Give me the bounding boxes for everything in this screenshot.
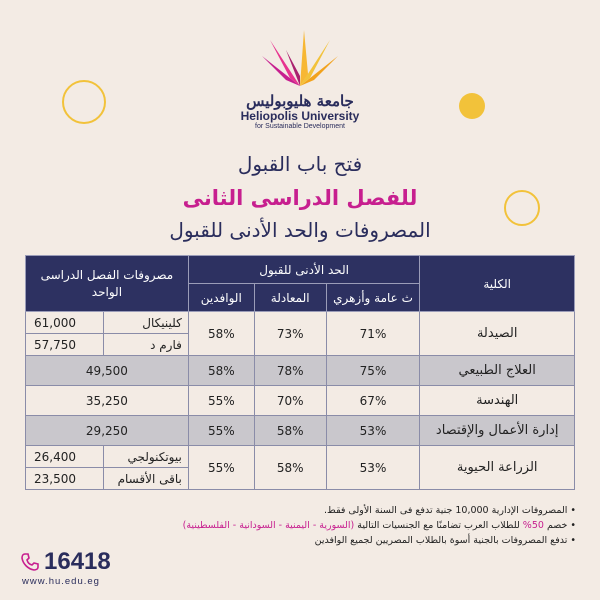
title-semester: للفصل الدراسى الثانى — [182, 186, 418, 210]
expats-percent: 55% — [188, 416, 254, 446]
program-fee: 61,000 — [26, 312, 104, 334]
header-general-azhar: ث عامة وأزهري — [326, 284, 420, 312]
program-fee: 23,500 — [26, 468, 104, 490]
equivalency-percent: 70% — [254, 386, 326, 416]
expats-percent: 58% — [188, 312, 254, 356]
note-discount-pre: خصم — [546, 520, 568, 531]
phone-icon — [20, 552, 40, 572]
note-admin-fees: المصروفات الإدارية 10,000 جنية تدفع فى السنة الأولى فقط. — [324, 505, 568, 516]
logo-english-name: Heliopolis University — [240, 109, 360, 123]
college-fee: 35,250 — [26, 386, 189, 416]
equivalency-percent: 73% — [254, 312, 326, 356]
college-name: إدارة الأعمال والإقتصاد — [420, 416, 575, 446]
college-name: العلاج الطبيعي — [420, 356, 575, 386]
table-row — [26, 312, 575, 334]
header-fees: مصروفات الفصل الدراسى الواحد — [26, 256, 189, 312]
note-discount-countries: (السورية - اليمنية - السودانية - الفلسطينية) — [182, 520, 355, 531]
logo-bird-icon — [260, 28, 340, 90]
expats-percent: 55% — [188, 446, 254, 490]
table-row — [26, 446, 575, 468]
college-name: الصيدلة — [420, 312, 575, 356]
university-logo — [0, 28, 600, 130]
equivalency-percent: 58% — [254, 446, 326, 490]
college-name: الزراعة الحيوية — [420, 446, 575, 490]
general-percent: 53% — [326, 446, 420, 490]
program-name: فارم د — [103, 334, 188, 356]
program-name: كلينيكال — [103, 312, 188, 334]
general-percent: 67% — [326, 386, 420, 416]
program-name: باقى الأقسام — [103, 468, 188, 490]
college-fee: 49,500 — [26, 356, 189, 386]
college-fee: 29,250 — [26, 416, 189, 446]
equivalency-percent: 58% — [254, 416, 326, 446]
note-discount-value: 50% — [522, 520, 544, 531]
expats-percent: 55% — [188, 386, 254, 416]
table-row — [26, 356, 575, 386]
website-link[interactable]: www.hu.edu.eg — [22, 576, 100, 587]
note-item: • تدفع المصروفات بالجنية أسوة بالطلاب المصريين لجميع الوافدين — [314, 535, 576, 546]
note-currency: تدفع المصروفات بالجنية أسوة بالطلاب المصريين لجميع الوافدين — [314, 535, 568, 546]
title-fees-minimum: المصروفات والحد الأدنى للقبول — [169, 218, 431, 242]
college-name: الهندسة — [420, 386, 575, 416]
fees-table — [25, 255, 575, 490]
table-row — [26, 416, 575, 446]
header-expats: الوافدين — [188, 284, 254, 312]
header-college: الكلية — [420, 256, 575, 312]
header-equivalency: المعادلة — [254, 284, 326, 312]
note-item: • خصم 50% للطلاب العرب تضامنًا مع الجنسيات التالية (السورية - اليمنية - السودانية - الفلسطينية) — [182, 520, 576, 531]
equivalency-percent: 78% — [254, 356, 326, 386]
title-admission-open: فتح باب القبول — [237, 152, 363, 176]
program-name: بيوتكنولجي — [103, 446, 188, 468]
general-percent: 71% — [326, 312, 420, 356]
program-fee: 26,400 — [26, 446, 104, 468]
note-item: • المصروفات الإدارية 10,000 جنية تدفع فى السنة الأولى فقط. — [324, 505, 576, 516]
expats-percent: 58% — [188, 356, 254, 386]
general-percent: 53% — [326, 416, 420, 446]
program-fee: 57,750 — [26, 334, 104, 356]
note-discount-mid: للطلاب العرب تضامنًا مع الجنسيات التالية — [357, 520, 520, 531]
logo-tagline: for Sustainable Development — [255, 123, 345, 130]
general-percent: 75% — [326, 356, 420, 386]
hotline[interactable] — [20, 548, 111, 576]
header-min-admission: الحد الأدنى للقبول — [188, 256, 420, 284]
hotline-number: 16418 — [44, 548, 111, 575]
notes-list — [16, 503, 576, 548]
table-row — [26, 386, 575, 416]
logo-arabic-name: جامعة هليوبوليس — [246, 92, 354, 110]
